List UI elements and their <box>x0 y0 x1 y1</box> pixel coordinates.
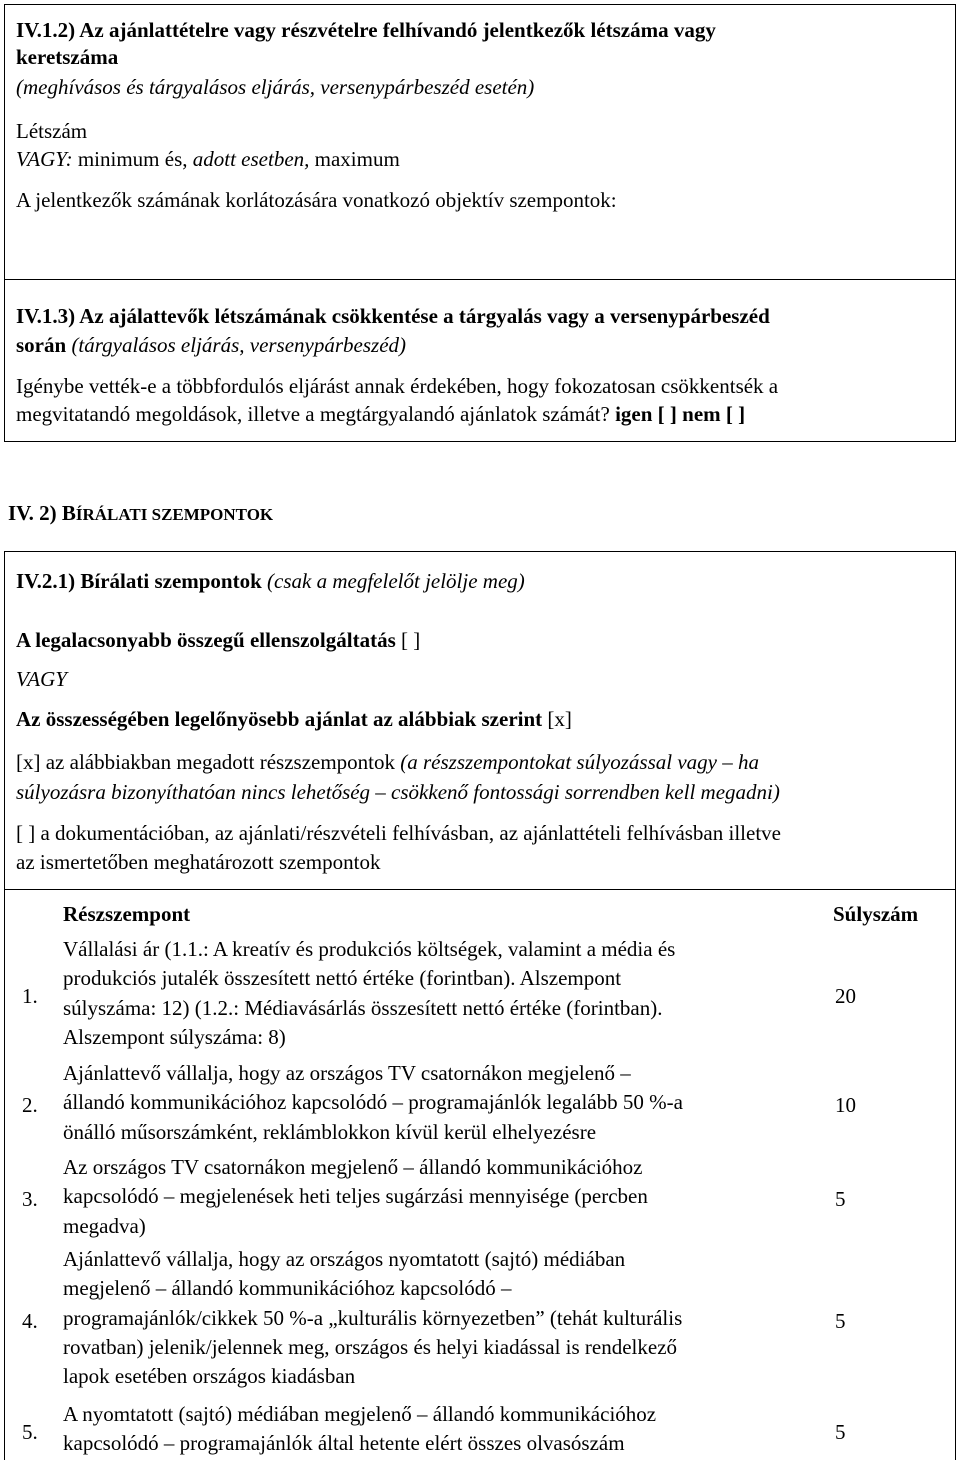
table-row-number: 4. <box>22 1309 38 1333</box>
option-best-value <box>16 705 572 734</box>
criteria-line: A jelentkezők számának korlátozására vonatkozó objektív szempontok: <box>16 188 617 212</box>
option-lowest-price-label: A legalacsonyabb összegű ellenszolgáltatás <box>16 628 396 652</box>
option-lowest-price <box>16 626 420 655</box>
minmax-text-c: maximum <box>309 147 400 171</box>
table-row-criterion-line: Ajánlattevő vállalja, hogy az országos TV csatornákon megjelenő – <box>63 1061 631 1085</box>
documentation-criteria-line1: [ ] a dokumentációban, az ajánlati/részvételi felhívásban, az ajánlattételi felhívásban illetve <box>16 821 781 845</box>
section-42-heading-smallcaps: ÍRÁLATI SZEMPONTOK <box>75 505 274 524</box>
table-row-criterion-line: A nyomtatott (sajtó) médiában megjelenő – állandó kommunikációhoz <box>63 1402 657 1426</box>
table-row-number: 3. <box>22 1187 38 1211</box>
table-row-criterion-line: produkciós jutalék összesített nettó értéke (forintban). Alszempont <box>63 966 622 990</box>
vagy-label: VAGY: <box>16 147 73 171</box>
section-413-answer: igen [ ] nem [ ] <box>609 402 746 426</box>
option-vagy: VAGY <box>16 667 67 691</box>
option-best-value-checkbox: [x] <box>542 707 572 731</box>
section-412-subtitle: (meghívásos és tárgyalásos eljárás, versenypárbeszéd esetén) <box>16 75 535 99</box>
table-row-number: 2. <box>22 1093 38 1117</box>
section-412-title-line1: IV.1.2) Az ajánlattételre vagy részvételre felhívandó jelentkezők létszáma vagy <box>16 18 716 42</box>
table-row-weight: 10 <box>835 1093 856 1117</box>
section-42-heading <box>8 499 273 529</box>
section-412-box <box>4 4 956 280</box>
option-best-value-label: Az összességében legelőnyösebb ajánlat az alábbiak szerint <box>16 707 543 731</box>
section-42-heading-prefix: IV. 2) B <box>8 501 76 525</box>
table-row-criterion-line: programajánlók/cikkek 50 %-a „kulturális környezetben” (tehát kulturális <box>63 1306 683 1330</box>
table-row-weight: 5 <box>835 1420 846 1444</box>
table-row-weight: 20 <box>835 984 856 1008</box>
section-421-title-bold: IV.2.1) Bírálati szempontok <box>16 569 262 593</box>
table-row-criterion-line: Vállalási ár (1.1.: A kreatív és produkciós költségek, valamint a média és <box>63 937 676 961</box>
table-row-criterion-line: állandó kommunikációhoz kapcsolódó – programajánlók legalább 50 %-a <box>63 1090 683 1114</box>
section-412-title-line2: keretszáma <box>16 45 119 69</box>
section-413-title-italic: (tárgyalásos eljárás, versenypárbeszéd) <box>66 333 407 357</box>
table-header-weight: Súlyszám <box>833 902 919 926</box>
table-row-criterion-line: kapcsolódó – programajánlók által hetente elért összes olvasószám <box>63 1431 625 1455</box>
option-lowest-price-checkbox: [ ] <box>395 628 421 652</box>
table-row-criterion-line: kapcsolódó – megjelenések heti teljes sugárzási mennyisége (percben <box>63 1184 648 1208</box>
section-413-title-line1: IV.1.3) Az ajálattevők létszámának csökkentése a tárgyalás vagy a versenypárbeszéd <box>16 304 770 328</box>
section-421-title <box>16 567 525 596</box>
section-413-question-line2 <box>16 400 745 429</box>
sub-criteria-text: [x] az alábbiakban megadott részszempontok <box>16 750 401 774</box>
section-413-question-line1: Igénybe vették-e a többfordulós eljárást annak érdekében, hogy fokozatosan csökkentsék a <box>16 374 779 398</box>
table-row-criterion-line: súlyszáma: 12) (1.2.: Médiavásárlás összesített nettó értéke (forintban). <box>63 996 663 1020</box>
table-row-criterion-line: lapok esetében országos kiadásban <box>63 1364 356 1388</box>
table-row-weight: 5 <box>835 1309 846 1333</box>
section-413-title-bold: során <box>16 333 67 357</box>
table-row-criterion-line: megadva) <box>63 1214 146 1238</box>
documentation-criteria-line2: az ismertetőben meghatározott szempontok <box>16 850 381 874</box>
table-row-criterion-line: Ajánlattevő vállalja, hogy az országos nyomtatott (sajtó) médiában <box>63 1247 626 1271</box>
sub-criteria-note: (a részszempontokat súlyozással vagy – ha <box>400 750 759 774</box>
sub-criteria-line1 <box>16 748 759 777</box>
section-413-question-text: megvitatandó megoldások, illetve a megtárgyalandó ajánlatok számát? <box>16 402 610 426</box>
table-row-weight: 5 <box>835 1187 846 1211</box>
minmax-line <box>16 145 400 174</box>
table-row-criterion-line: Alszempont súlyszáma: 8) <box>63 1025 286 1049</box>
table-row-criterion-line: rovatban) jelenik/jelennek meg, országos és helyi kiadással is rendelkező <box>63 1335 678 1359</box>
table-row-criterion-line: önálló műsorszámként, reklámblokkon kívül kerül elhelyezésre <box>63 1120 597 1144</box>
table-row-criterion-line: Az országos TV csatornákon megjelenő – állandó kommunikációhoz <box>63 1155 643 1179</box>
table-row-number: 5. <box>22 1420 38 1444</box>
table-row-number: 1. <box>22 984 38 1008</box>
sub-criteria-line2: súlyozásra bizonyíthatóan nincs lehetőség – csökkenő fontossági sorrendben kell megadni) <box>16 780 780 804</box>
minmax-text-a: minimum és, <box>72 147 193 171</box>
table-header-criterion: Részszempont <box>63 902 191 926</box>
minmax-text-b: adott esetben, <box>192 147 310 171</box>
letszam-label: Létszám <box>16 119 88 143</box>
section-421-title-italic: (csak a megfelelőt jelölje meg) <box>261 569 525 593</box>
table-right-border <box>955 889 956 1460</box>
table-row-criterion-line: megjelenő – állandó kommunikációhoz kapcsolódó – <box>63 1276 512 1300</box>
section-413-title-line2 <box>16 331 406 360</box>
table-left-border <box>4 889 5 1460</box>
